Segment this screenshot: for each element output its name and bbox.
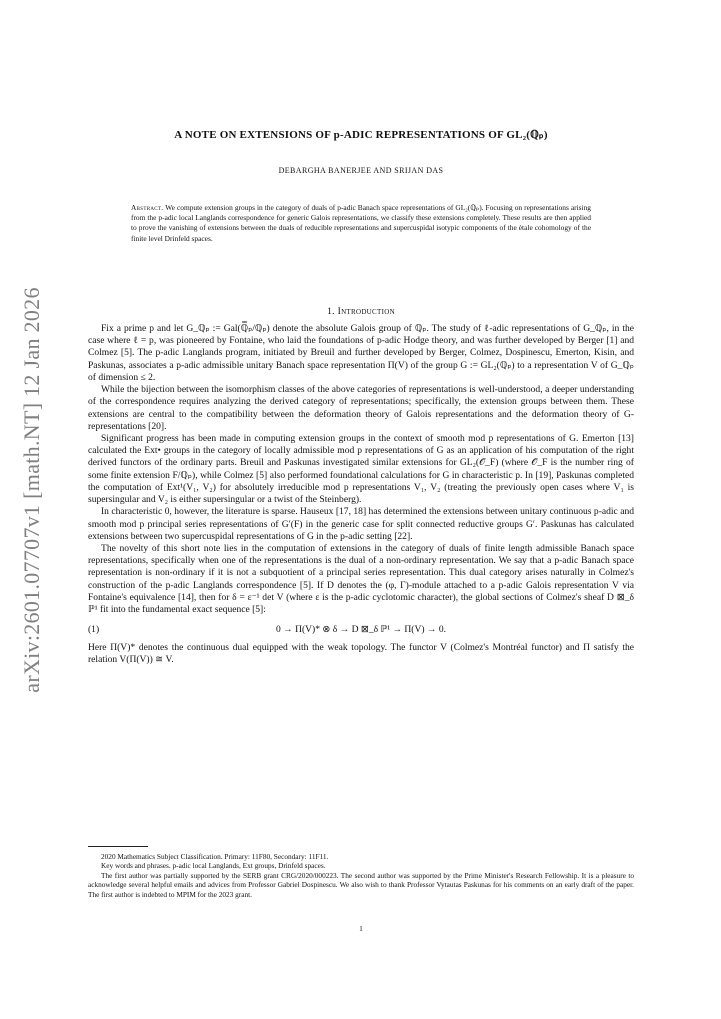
footnotes <box>88 846 634 899</box>
section-title: 1. Introduction <box>327 306 395 317</box>
section-heading <box>88 306 634 317</box>
paper-authors: DEBARGHA BANERJEE AND SRIJAN DAS <box>278 166 444 175</box>
equation-body: 0 → Π(V)* ⊗ δ → D ⊠_δ ℙ¹ → Π(V) → 0. <box>275 624 447 636</box>
body-text <box>88 323 634 667</box>
equation-1 <box>88 620 634 642</box>
paragraph-5: The novelty of this short note lies in the computation of extensions in the category of duals of finite length admissible Banach space representations, specifically when one of the representations is the dual of a non-ordinary representation. We say that a p-adic Banach space representation is non-ordinary if it is not a subquotient of a principal series representation. This dual category arises naturally in Colmez's construction of the p-adic Langlands correspondence [5]. If D denotes the (φ, Γ)-module attached to a p-adic Galois representation V via Fontaine's equivalence [14], then for δ = ε⁻¹ det V (where ε is the p-adic cyclotomic character), the global sections of Colmez's sheaf D ⊠_δ ℙ¹ fit into the fundamental exact sequence [5]: <box>88 542 634 616</box>
page-number: 1 <box>359 924 363 933</box>
abstract <box>131 203 591 244</box>
footnote-msc: 2020 Mathematics Subject Classification. Primary: 11F80, Secondary: 11F11. <box>101 852 329 861</box>
abstract-label: Abstract. <box>131 203 164 212</box>
paragraph-2: While the bijection between the isomorphism classes of the above categories of representations is well-understood, a deeper understanding of the correspondence requires analyzing the derived category of representations; specifically, the extension groups between them. These extensions are central to the compatibility between the deformation theory of Galois representations and the deformation theory of G-representations [20]. <box>88 384 634 432</box>
footnote-keywords: Key words and phrases. p-adic local Langlands, Ext groups, Drinfeld spaces. <box>101 861 326 871</box>
footnote-rule <box>88 846 148 847</box>
paragraph-4: In characteristic 0, however, the literature is sparse. Hauseux [17, 18] has determined the extensions between unitary continuous p-adic and smooth mod p principal series representations of G′(F) in the generic case for split connected reductive groups G′. Paskunas has calculated extensions between two supercuspidal representations of G in the p-adic setting [22]. <box>88 506 634 542</box>
equation-number: (1) <box>88 624 100 636</box>
arxiv-stamp <box>12 287 52 693</box>
footnote-acknowledgements: The first author was partially supported by the SERB grant CRG/2020/000223. The second author was supported by the Prime Minister's Research Fellowship. It is a pleasure to acknowledge several helpful emails and advices from Professor Gabriel Dospinescu. We also wish to thank Professor Vytautas Paskunas for his comments on an early draft of the paper. The first author is indebted to MPIM for the 2023 grant. <box>88 870 634 899</box>
arxiv-id: arXiv:2601.07707v1 [math.NT] 12 Jan 2026 <box>19 287 44 693</box>
paragraph-1: Fix a prime p and let G_ℚₚ := Gal(ℚ̅ₚ/ℚₚ) denote the absolute Galois group of ℚₚ. The study of ℓ-adic representations of G_ℚₚ, in the case where ℓ = p, was pioneered by Fontaine, who laid the foundations of p-adic Hodge theory, and was further developed by Berger [1] and Colmez [5]. The p-adic Langlands program, initiated by Breuil and further developed by Berger, Colmez, Dospinescu, Emerton, Kisin, and Paskunas, associates a p-adic admissible unitary Banach space representation Π(V) of the group G := GL₂(ℚₚ) to a representation V of G_ℚₚ of dimension ≤ 2. <box>88 323 634 383</box>
paragraph-3: Significant progress has been made in computing extension groups in the context of smooth mod p representations of G. Emerton [13] calculated the Ext• groups in the category of locally admissible mod p representations of G as an application of his computation of the right derived functors of the ordinary parts. Breuil and Paskunas investigated similar extensions for GL₂(𝒪_F) (where 𝒪_F is the number ring of some finite extension F/ℚₚ), while Colmez [5] also performed foundational calculations for G in characteristic p. In [19], Paskunas completed the computation of Ext¹(V₁, V₂) for absolutely irreducible mod p representations V₁, V₂ (treating the previously open cases where V₁ is supersingular and V₂ is either supersingular or a twist of the Steinberg). <box>88 432 634 506</box>
paragraph-after-equation: Here Π(V)* denotes the continuous dual equipped with the weak topology. The functor V (Colmez's Montréal functor) and Π satisfy the relation V(Π(V)) ≅ V. <box>88 642 634 666</box>
abstract-text: We compute extension groups in the category of duals of p-adic Banach space representations of GL₂(ℚₚ). Focusing on representations arising from the p-adic local Langlands correspondence for generic Galois representations, we classify these extensions completely. These results are then applied to prove the vanishing of extensions between the duals of reducible representations and supercuspidal isotypic components of the ètale cohomology of the finite level Drinfeld spaces. <box>131 203 591 243</box>
paper-title: A NOTE ON EXTENSIONS OF p-ADIC REPRESENTATIONS OF GL₂(ℚₚ) <box>174 129 548 141</box>
